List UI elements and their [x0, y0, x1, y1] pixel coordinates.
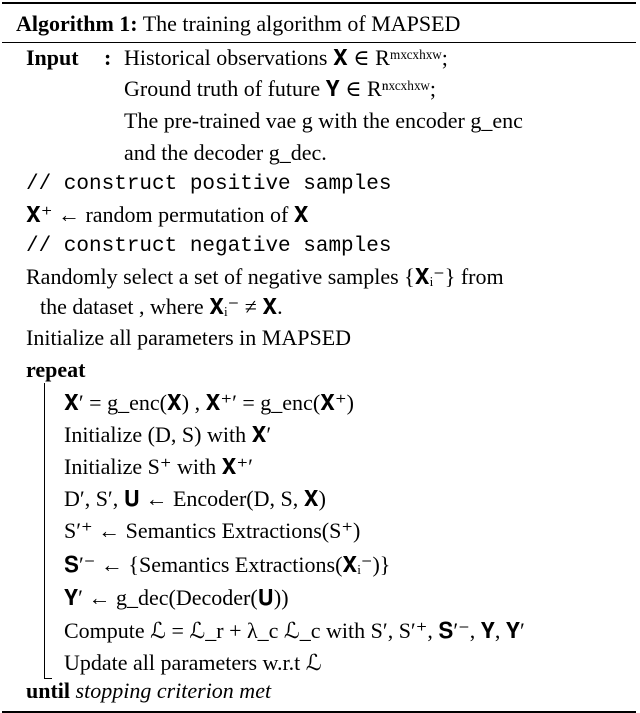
comment-positive: // construct positive samples — [26, 173, 392, 196]
loop-step-1: 𝐗′ = g_enc(𝐗) , 𝐗⁺′ = g_enc(𝐗⁺) — [64, 390, 354, 415]
input-line-3: The pre-trained vae g with the encoder g_enc — [124, 108, 523, 133]
input-line-4: and the decoder g_dec. — [124, 140, 327, 165]
algorithm-label: Algorithm 1: — [16, 11, 138, 36]
input-line-2: Ground truth of future 𝐘 ∈ Rⁿˣᶜˣʰˣʷ; — [124, 76, 436, 101]
until-condition: stopping criterion met — [75, 678, 272, 703]
step-negative-samples-cont: the dataset , where 𝐗ᵢ⁻ ≠ 𝐗. — [40, 294, 283, 319]
loop-bar — [44, 383, 45, 679]
loop-step-3: Initialize S⁺ with 𝐗⁺′ — [64, 454, 253, 479]
repeat-keyword: repeat — [26, 357, 86, 382]
loop-step-5: S′⁺ ← Semantics Extractions(S⁺) — [64, 518, 361, 543]
until-keyword: until — [26, 678, 71, 703]
algorithm-caption — [16, 10, 460, 38]
until-line — [26, 678, 271, 704]
loop-step-6: 𝐒′⁻ ← {Semantics Extractions(𝐗ᵢ⁻)} — [64, 552, 391, 577]
algorithm-title: The training algorithm of MAPSED — [142, 11, 461, 36]
loop-step-8: Compute ℒ = ℒ_r + λ_c ℒ_c with S′, S′⁺, 𝐒′⁻, 𝐘, 𝐘′ — [64, 618, 525, 643]
step-initialize: Initialize all parameters in MAPSED — [26, 325, 352, 350]
step-positive-samples: 𝐗⁺ ← random permutation of 𝐗 — [26, 202, 309, 227]
input-line-1: Historical observations 𝐗 ∈ Rᵐˣᶜˣʰˣʷ; — [124, 45, 448, 70]
step-negative-samples: Randomly select a set of negative samples {𝐗ᵢ⁻} from — [26, 264, 504, 289]
loop-step-9: Update all parameters w.r.t ℒ — [64, 650, 322, 675]
loop-step-4: D′, S′, 𝐔 ← Encoder(D, S, 𝐗) — [64, 486, 326, 511]
loop-step-7: 𝐘′ ← g_dec(Decoder(𝐔)) — [64, 585, 289, 610]
comment-negative: // construct negative samples — [26, 235, 392, 258]
input-colon: : — [104, 45, 112, 70]
caption-rule — [2, 42, 636, 43]
input-keyword: Input — [26, 45, 79, 70]
loop-step-2: Initialize (D, S) with 𝐗′ — [64, 422, 272, 447]
